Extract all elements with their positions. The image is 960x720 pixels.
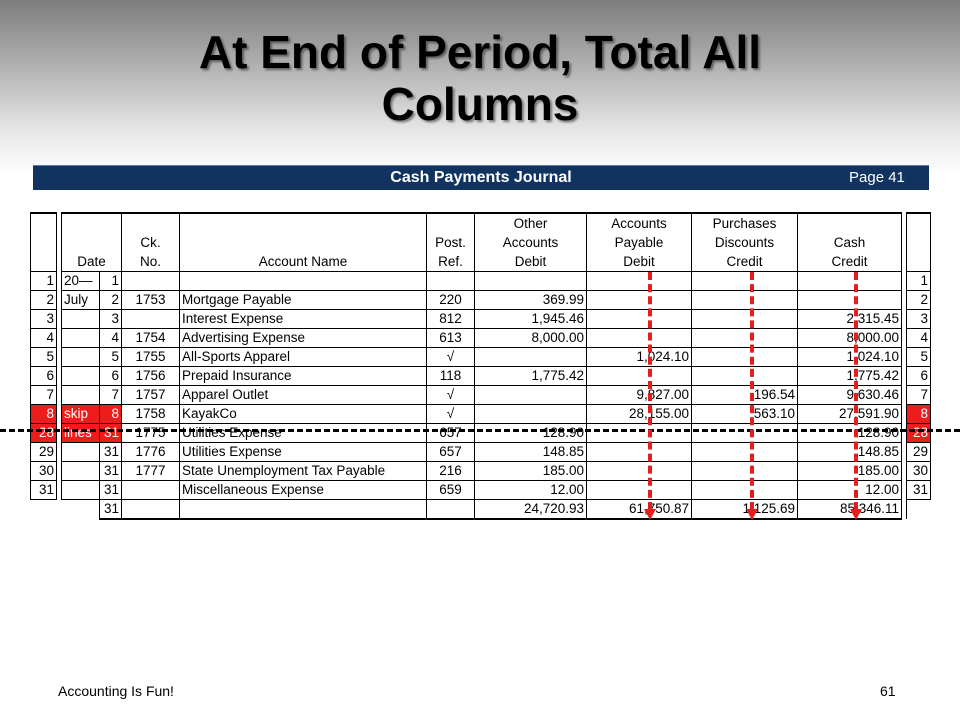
post-ref: √ xyxy=(427,405,475,424)
line-number: 2 xyxy=(31,291,57,310)
cash-payments-journal-table xyxy=(30,212,931,520)
title-line-2: Columns xyxy=(381,78,579,130)
other-accounts-debit: 8,000.00 xyxy=(475,329,587,348)
account-name: Mortgage Payable xyxy=(180,291,427,310)
header-pd-line3: Credit xyxy=(692,252,798,272)
check-number: 1776 xyxy=(122,443,180,462)
accounts-payable-debit xyxy=(587,367,692,386)
account-name: Prepaid Insurance xyxy=(180,367,427,386)
account-name: All-Sports Apparel xyxy=(180,348,427,367)
accounts-payable-debit xyxy=(587,329,692,348)
total-cash-credit: 85,346.11 xyxy=(798,500,902,520)
account-name: KayakCo xyxy=(180,405,427,424)
check-number xyxy=(122,272,180,291)
slide-title xyxy=(0,26,960,130)
header-ap-line1: Accounts xyxy=(587,213,692,233)
purchases-discounts-down-arrow xyxy=(746,272,758,520)
account-name: State Unemployment Tax Payable xyxy=(180,462,427,481)
total-purchases-discounts-credit: 1,125.69 xyxy=(692,500,798,520)
journal-row xyxy=(31,386,931,405)
other-accounts-debit xyxy=(475,405,587,424)
header-cash-line2: Credit xyxy=(798,252,902,272)
header-ap-line3: Debit xyxy=(587,252,692,272)
journal-row xyxy=(31,481,931,500)
post-ref: √ xyxy=(427,386,475,405)
line-number-right: 5 xyxy=(907,348,931,367)
other-accounts-debit: 12.00 xyxy=(475,481,587,500)
date-month: skip xyxy=(62,405,100,424)
line-number-right: 8 xyxy=(907,405,931,424)
accounts-payable-down-arrow xyxy=(644,272,656,520)
purchases-discounts-credit xyxy=(692,443,798,462)
account-name: Apparel Outlet xyxy=(180,386,427,405)
purchases-discounts-credit xyxy=(692,424,798,443)
other-accounts-debit: 148.85 xyxy=(475,443,587,462)
purchases-discounts-credit xyxy=(692,462,798,481)
accounts-payable-debit xyxy=(587,291,692,310)
line-number: 3 xyxy=(31,310,57,329)
line-number: 7 xyxy=(31,386,57,405)
header-ck-line1: Ck. xyxy=(122,233,180,252)
other-accounts-debit: 1,945.46 xyxy=(475,310,587,329)
date-day: 31 xyxy=(100,443,122,462)
journal-row xyxy=(31,443,931,462)
accounts-payable-debit xyxy=(587,443,692,462)
cash-credit: 128.90 xyxy=(798,424,902,443)
line-number-right: 1 xyxy=(907,272,931,291)
post-ref: 812 xyxy=(427,310,475,329)
title-line-1: At End of Period, Total All xyxy=(198,26,762,78)
check-number: 1756 xyxy=(122,367,180,386)
date-day: 6 xyxy=(100,367,122,386)
header-pd-line2: Discounts xyxy=(692,233,798,252)
date-day: 31 xyxy=(100,462,122,481)
line-number: 30 xyxy=(31,462,57,481)
check-number xyxy=(122,481,180,500)
cash-credit: 1,024.10 xyxy=(798,348,902,367)
date-day: 1 xyxy=(100,272,122,291)
skipped-lines-divider xyxy=(0,429,960,432)
footer-text: Accounting Is Fun! xyxy=(58,683,174,699)
date-day: 5 xyxy=(100,348,122,367)
line-number: 31 xyxy=(31,481,57,500)
journal-page-number: Page 41 xyxy=(849,169,905,186)
journal-row xyxy=(31,329,931,348)
purchases-discounts-credit xyxy=(692,348,798,367)
check-number: 1754 xyxy=(122,329,180,348)
header-cash-line1: Cash xyxy=(798,233,902,252)
header-pd-line1: Purchases xyxy=(692,213,798,233)
check-number: 1775 xyxy=(122,424,180,443)
post-ref: 657 xyxy=(427,443,475,462)
account-name: Advertising Expense xyxy=(180,329,427,348)
date-month: 20— xyxy=(62,272,100,291)
date-day: 4 xyxy=(100,329,122,348)
totals-day: 31 xyxy=(100,500,122,520)
line-number-right: 29 xyxy=(907,443,931,462)
total-other-accounts-debit: 24,720.93 xyxy=(475,500,587,520)
line-number-right: 28 xyxy=(907,424,931,443)
line-number-right: 3 xyxy=(907,310,931,329)
cash-credit: 148.85 xyxy=(798,443,902,462)
post-ref: 220 xyxy=(427,291,475,310)
journal-row xyxy=(31,462,931,481)
check-number: 1755 xyxy=(122,348,180,367)
journal-title: Cash Payments Journal xyxy=(390,169,572,186)
other-accounts-debit: 128.90 xyxy=(475,424,587,443)
journal-row xyxy=(31,424,931,443)
date-month xyxy=(62,443,100,462)
slide-number: 61 xyxy=(880,683,896,699)
line-number: 1 xyxy=(31,272,57,291)
journal-row xyxy=(31,405,931,424)
post-ref: 216 xyxy=(427,462,475,481)
cash-credit: 2,315.45 xyxy=(798,310,902,329)
purchases-discounts-credit xyxy=(692,481,798,500)
date-month xyxy=(62,329,100,348)
check-number xyxy=(122,310,180,329)
other-accounts-debit: 369.99 xyxy=(475,291,587,310)
date-day: 8 xyxy=(100,405,122,424)
post-ref xyxy=(427,272,475,291)
post-ref: 118 xyxy=(427,367,475,386)
header-date: Date xyxy=(62,252,122,272)
line-number: 29 xyxy=(31,443,57,462)
header-post-line1: Post. xyxy=(427,233,475,252)
check-number: 1753 xyxy=(122,291,180,310)
other-accounts-debit xyxy=(475,386,587,405)
header-other-line2: Accounts xyxy=(475,233,587,252)
header-post-line2: Ref. xyxy=(427,252,475,272)
date-month: lines xyxy=(62,424,100,443)
header-ap-line2: Payable xyxy=(587,233,692,252)
line-number: 6 xyxy=(31,367,57,386)
header-other-line1: Other xyxy=(475,213,587,233)
post-ref: 613 xyxy=(427,329,475,348)
date-month xyxy=(62,386,100,405)
line-number: 8 xyxy=(31,405,57,424)
accounts-payable-debit xyxy=(587,424,692,443)
date-month xyxy=(62,481,100,500)
other-accounts-debit xyxy=(475,348,587,367)
cash-credit: 12.00 xyxy=(798,481,902,500)
header-account-name: Account Name xyxy=(180,252,427,272)
accounts-payable-debit: 28,155.00 xyxy=(587,405,692,424)
accounts-payable-debit: 1,024.10 xyxy=(587,348,692,367)
other-accounts-debit xyxy=(475,272,587,291)
line-number-right: 2 xyxy=(907,291,931,310)
cash-credit: 1,775.42 xyxy=(798,367,902,386)
line-number-right: 30 xyxy=(907,462,931,481)
totals-row xyxy=(31,500,931,520)
line-number-right: 4 xyxy=(907,329,931,348)
journal-row xyxy=(31,367,931,386)
line-number: 5 xyxy=(31,348,57,367)
purchases-discounts-credit xyxy=(692,367,798,386)
check-number: 1757 xyxy=(122,386,180,405)
header-row-3 xyxy=(31,252,931,272)
header-ck-line2: No. xyxy=(122,252,180,272)
accounts-payable-debit xyxy=(587,310,692,329)
purchases-discounts-credit xyxy=(692,272,798,291)
purchases-discounts-credit: 196.54 xyxy=(692,386,798,405)
accounts-payable-debit xyxy=(587,272,692,291)
other-accounts-debit: 185.00 xyxy=(475,462,587,481)
line-number: 28 xyxy=(31,424,57,443)
account-name: Miscellaneous Expense xyxy=(180,481,427,500)
journal-header-bar xyxy=(33,165,929,190)
check-number: 1758 xyxy=(122,405,180,424)
date-month xyxy=(62,462,100,481)
date-month xyxy=(62,310,100,329)
cash-credit: 185.00 xyxy=(798,462,902,481)
other-accounts-debit: 1,775.42 xyxy=(475,367,587,386)
date-day: 31 xyxy=(100,481,122,500)
journal-row xyxy=(31,310,931,329)
line-number: 4 xyxy=(31,329,57,348)
post-ref: 657 xyxy=(427,424,475,443)
purchases-discounts-credit xyxy=(692,310,798,329)
date-month xyxy=(62,367,100,386)
purchases-discounts-credit xyxy=(692,329,798,348)
date-month xyxy=(62,348,100,367)
header-row-1 xyxy=(31,213,931,233)
total-accounts-payable-debit: 61,750.87 xyxy=(587,500,692,520)
accounts-payable-debit xyxy=(587,462,692,481)
purchases-discounts-credit: 563.10 xyxy=(692,405,798,424)
account-name: Interest Expense xyxy=(180,310,427,329)
journal-body xyxy=(31,272,931,500)
date-day: 31 xyxy=(100,424,122,443)
header-other-line3: Debit xyxy=(475,252,587,272)
post-ref: √ xyxy=(427,348,475,367)
cash-credit: 8,000.00 xyxy=(798,329,902,348)
check-number: 1777 xyxy=(122,462,180,481)
line-number-right: 7 xyxy=(907,386,931,405)
date-day: 7 xyxy=(100,386,122,405)
purchases-discounts-credit xyxy=(692,291,798,310)
date-month: July xyxy=(62,291,100,310)
account-name: Utilities Expense xyxy=(180,424,427,443)
cash-credit: 27,591.90 xyxy=(798,405,902,424)
journal-row xyxy=(31,348,931,367)
line-number-right: 6 xyxy=(907,367,931,386)
accounts-payable-debit: 9,827.00 xyxy=(587,386,692,405)
header-row-2 xyxy=(31,233,931,252)
cash-credit: 9,630.46 xyxy=(798,386,902,405)
journal-row xyxy=(31,291,931,310)
account-name: Utilities Expense xyxy=(180,443,427,462)
post-ref: 659 xyxy=(427,481,475,500)
line-number-right: 31 xyxy=(907,481,931,500)
accounts-payable-debit xyxy=(587,481,692,500)
cash-down-arrow xyxy=(850,272,862,520)
journal-row xyxy=(31,272,931,291)
account-name xyxy=(180,272,427,291)
date-day: 3 xyxy=(100,310,122,329)
date-day: 2 xyxy=(100,291,122,310)
